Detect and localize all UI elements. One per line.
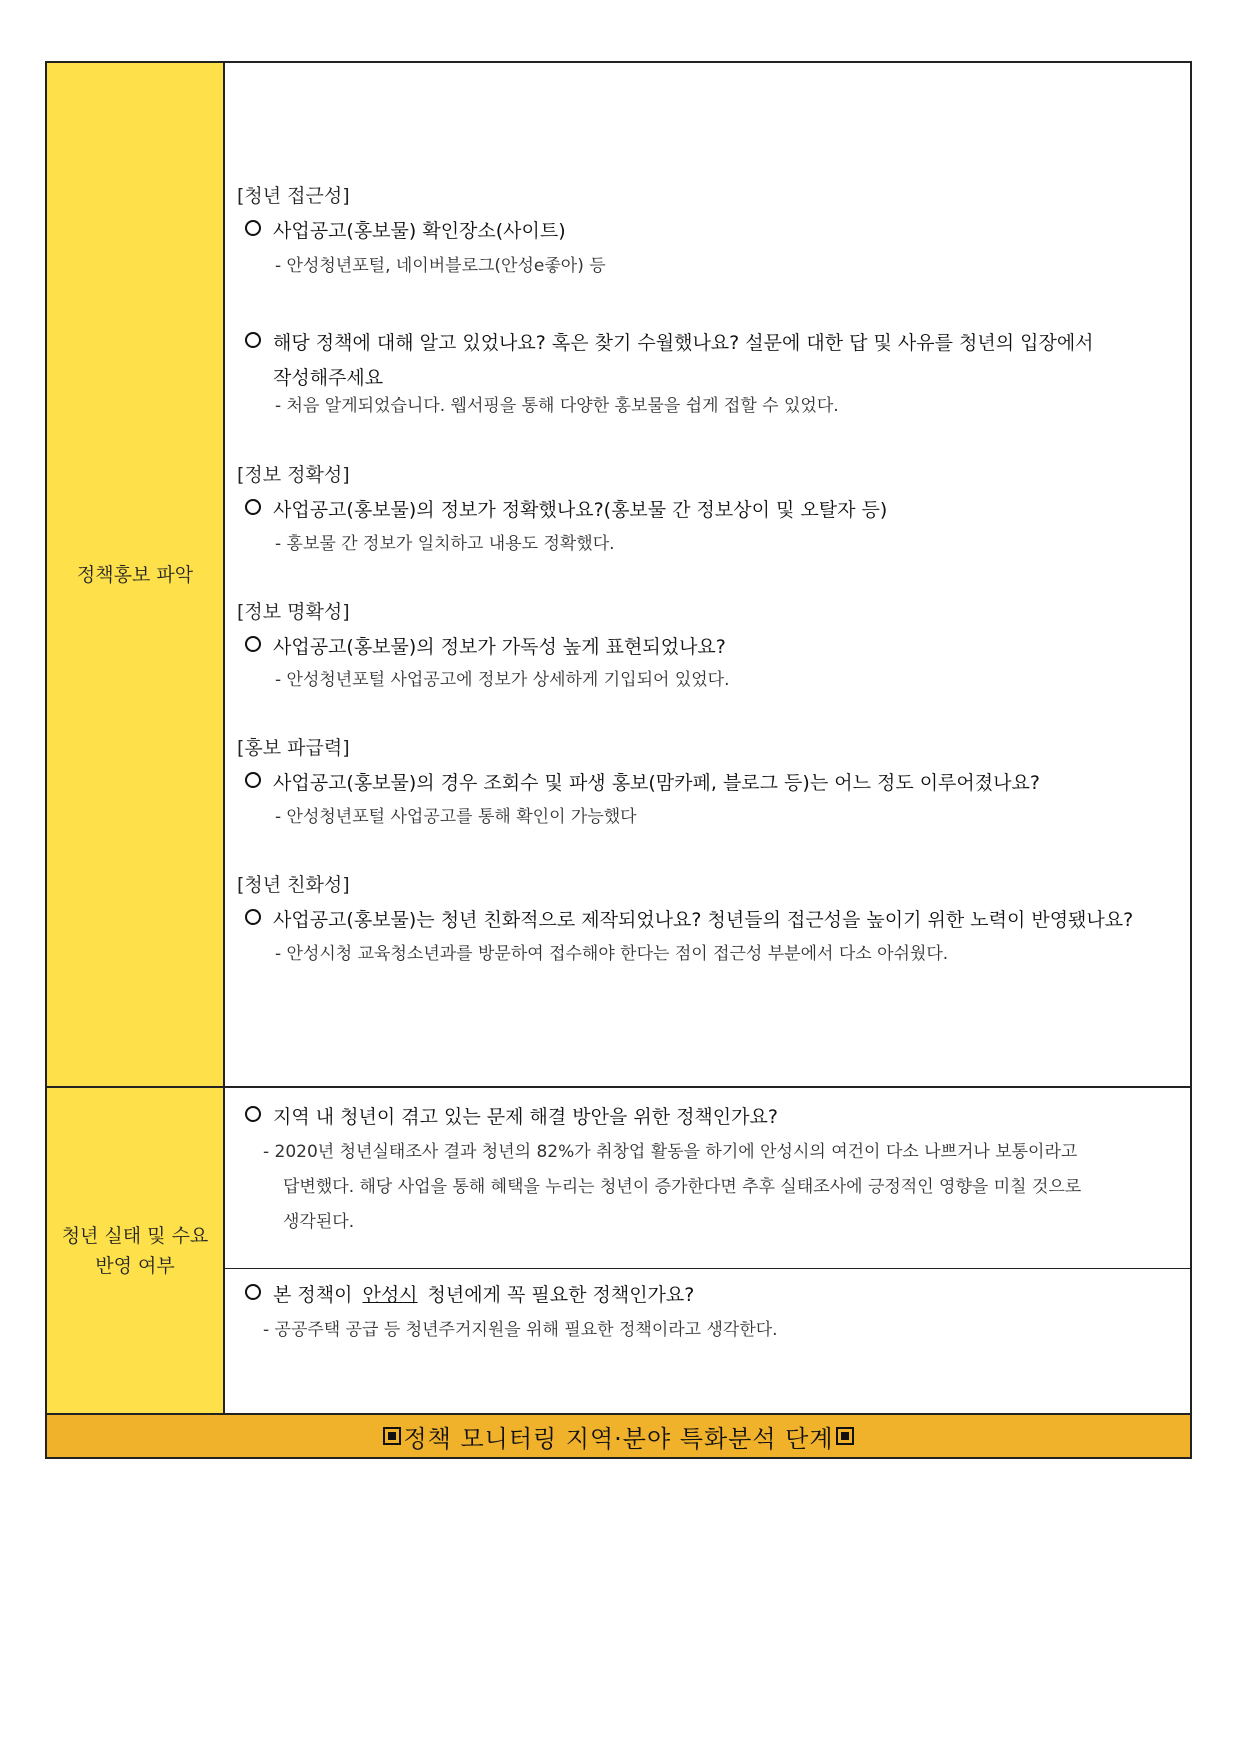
evaluation-table <box>45 61 1192 1459</box>
circle-bullet-icon <box>245 909 261 925</box>
row-policy-promotion <box>47 63 1190 1088</box>
answer: - 공공주택 공급 등 청년주거지원을 위해 필요한 정책이라고 생각한다. <box>263 1320 778 1340</box>
row-content <box>225 63 1190 1086</box>
question: 사업공고(홍보물)의 정보가 정확했나요?(홍보물 간 정보상이 및 오탈자 등) <box>245 493 887 528</box>
answer: - 안성청년포털 사업공고를 통해 확인이 가능했다 <box>275 807 637 827</box>
answer: - 홍보물 간 정보가 일치하고 내용도 정확했다. <box>275 534 615 554</box>
question: 해당 정책에 대해 알고 있었나요? 혹은 찾기 수월했나요? 설문에 대한 답 및 사유를 청년의 입장에서 작성해주세요 <box>245 326 1094 396</box>
answer: - 안성청년포털 사업공고에 정보가 상세하게 기입되어 있었다. <box>275 670 730 690</box>
filled-square-icon <box>836 1427 854 1445</box>
circle-bullet-icon <box>245 499 261 515</box>
answer: - 2020년 청년실태조사 결과 청년의 82%가 취창업 활동을 하기에 안성시의 여건이 다소 나쁘거나 보통이라고 답변했다. 해당 사업을 통해 혜택을 누리는 청년이 증가한다면 추후 실태조사에 긍정적인 영향을 미칠 것으로 생각된다. <box>263 1142 1082 1232</box>
section-title: [홍보 파급력] <box>237 737 350 759</box>
row-label <box>47 1088 225 1413</box>
filled-square-icon <box>383 1427 401 1445</box>
question: 사업공고(홍보물)의 정보가 가독성 높게 표현되었나요? <box>245 630 726 665</box>
row-label-text: 정책홍보 파악 <box>76 563 194 586</box>
row-label-line: 청년 실태 및 수요 <box>61 1224 209 1247</box>
question: 지역 내 청년이 겪고 있는 문제 해결 방안을 위한 정책인가요? <box>245 1100 778 1135</box>
circle-bullet-icon <box>245 1284 261 1300</box>
section-title: [청년 친화성] <box>237 874 350 896</box>
circle-bullet-icon <box>245 220 261 236</box>
section-title: [정보 명확성] <box>237 601 350 623</box>
stage-banner <box>47 1415 1190 1457</box>
circle-bullet-icon <box>245 636 261 652</box>
question: 사업공고(홍보물)의 경우 조회수 및 파생 홍보(맘카페, 블로그 등)는 어느 정도 이루어졌나요? <box>245 766 1040 801</box>
circle-bullet-icon <box>245 1106 261 1122</box>
row-label-line: 반영 여부 <box>95 1254 175 1277</box>
stage-banner-title: 정책 모니터링 지역·분야 특화분석 단계 <box>403 1424 834 1453</box>
row-youth-demand <box>47 1088 1190 1415</box>
answer: - 안성청년포털, 네이버블로그(안성e좋아) 등 <box>275 256 606 276</box>
sub-cell-problem-solving <box>225 1088 1190 1269</box>
question: 사업공고(홍보물)는 청년 친화적으로 제작되었나요? 청년들의 접근성을 높이기 위한 노력이 반영됐나요? <box>245 903 1133 938</box>
section-title: [청년 접근성] <box>237 185 350 207</box>
region-name: 안성시 <box>362 1284 418 1306</box>
question: 사업공고(홍보물) 확인장소(사이트) <box>245 214 566 249</box>
circle-bullet-icon <box>245 772 261 788</box>
circle-bullet-icon <box>245 332 261 348</box>
sub-cell-necessity <box>225 1268 1190 1413</box>
section-title: [정보 정확성] <box>237 464 350 486</box>
answer: - 안성시청 교육청소년과를 방문하여 접수해야 한다는 점이 접근성 부분에서 다소 아쉬웠다. <box>275 944 949 964</box>
question: 본 정책이 안성시 청년에게 꼭 필요한 정책인가요? <box>245 1278 694 1313</box>
row-label <box>47 63 225 1086</box>
row-content <box>225 1088 1190 1413</box>
answer: - 처음 알게되었습니다. 웹서핑을 통해 다양한 홍보물을 쉽게 접할 수 있었다. <box>275 396 839 416</box>
